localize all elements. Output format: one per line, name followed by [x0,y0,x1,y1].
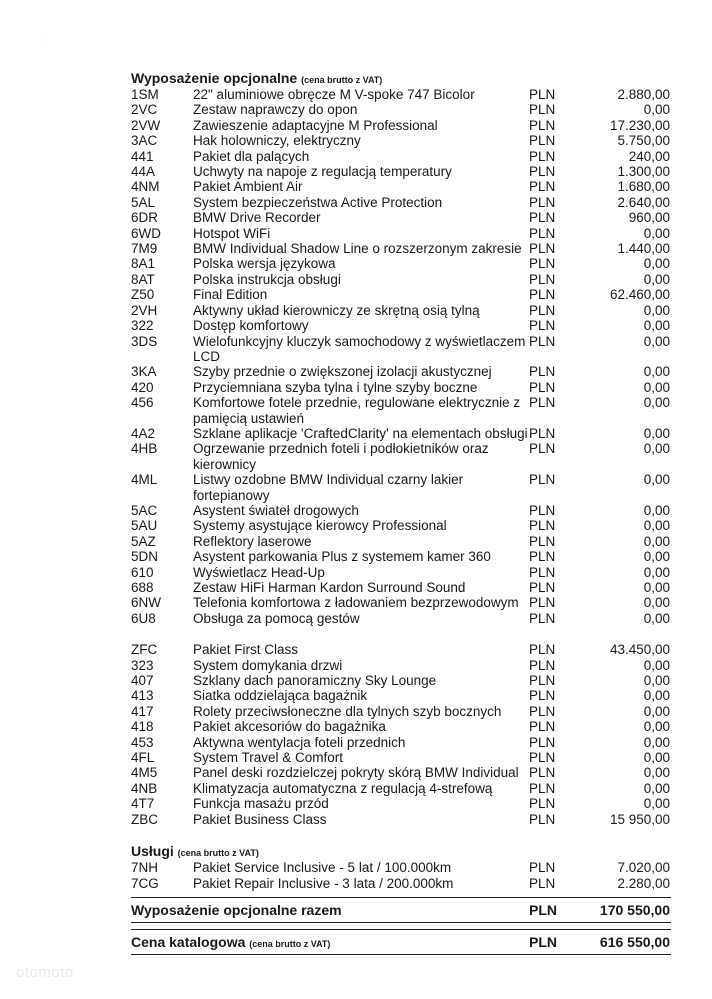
catalog-price-label: Cena katalogowa (cena brutto z VAT) [131,933,331,950]
item-currency: PLN [529,133,556,149]
item-code: 5AU [131,518,158,534]
item-currency: PLN [529,533,556,549]
item-code: 456 [131,395,154,411]
item-description: System domykania drzwi [193,657,343,673]
optional-section-title: Wyposażenie opcjonalne (cena brutto z VAT) [131,70,383,86]
item-price: 0,00 [643,256,670,272]
item-description: System bezpieczeństwa Active Protection [193,194,443,210]
list-item [131,303,671,318]
item-description: Pakiet Ambient Air [193,179,303,195]
item-code: 4NB [131,780,158,796]
item-code: 6U8 [131,610,156,626]
item-price: 960,00 [628,210,670,226]
item-code: 6DR [131,210,159,226]
item-currency: PLN [529,502,556,518]
item-description: Siatka oddzielająca bagażnik [193,688,368,704]
list-item [131,658,671,673]
item-price: 0,00 [643,734,670,750]
item-description: Szyby przednie o zwiększonej izolacji akustycznej [193,364,492,380]
item-description: Rolety przeciwsłoneczne dla tylnych szyb bocznych [193,703,502,719]
item-price: 0,00 [643,318,670,334]
item-price: 15 950,00 [609,811,670,827]
item-price: 0,00 [643,379,670,395]
item-currency: PLN [529,395,556,411]
list-item [131,565,671,580]
item-currency: PLN [529,811,556,827]
item-price: 1.680,00 [617,179,670,195]
list-item [131,860,671,875]
item-price: 0,00 [643,765,670,781]
item-code: 6WD [131,225,161,241]
item-currency: PLN [529,595,556,611]
item-code: 2VC [131,102,158,118]
item-code: 418 [131,719,154,735]
list-item [131,765,671,780]
item-code: 7NH [131,860,159,876]
item-code: 4FL [131,750,155,766]
item-price: 0,00 [643,750,670,766]
services-section-title: Usługi (cena brutto z VAT) [131,843,259,860]
services-section-note: (cena brutto z VAT) [177,848,259,859]
item-description: Reflektory laserowe [193,533,312,549]
list-item [131,812,671,827]
list-item [131,441,671,472]
package-items-list [131,642,671,827]
item-price: 0,00 [643,549,670,565]
item-code: 4T7 [131,796,155,812]
item-currency: PLN [529,657,556,673]
item-price: 0,00 [643,657,670,673]
item-description: Pakiet Business Class [193,811,327,827]
item-currency: PLN [529,703,556,719]
item-currency: PLN [529,441,556,457]
item-code: 8AT [131,271,155,287]
item-currency: PLN [529,549,556,565]
item-currency: PLN [529,333,556,349]
item-price: 240,00 [628,148,670,164]
item-description: Asystent świateł drogowych [193,502,359,518]
item-currency: PLN [529,179,556,195]
optional-items-list [131,87,671,626]
item-currency: PLN [529,734,556,750]
item-currency: PLN [529,241,556,257]
list-item [131,611,671,626]
item-code: 6NW [131,595,161,611]
list-item [131,781,671,796]
price-list [131,70,671,955]
item-currency: PLN [529,610,556,626]
item-price: 0,00 [643,364,670,380]
item-description: Final Edition [193,287,268,303]
item-code: 3AC [131,133,158,149]
item-price: 5.750,00 [617,133,670,149]
item-currency: PLN [529,472,556,488]
item-description: BMW Individual Shadow Line o rozszerzonym zakresie [193,241,522,257]
item-currency: PLN [529,719,556,735]
item-currency: PLN [529,364,556,380]
item-price: 0,00 [643,225,670,241]
list-item [131,226,671,241]
item-code: 4HB [131,441,158,457]
item-currency: PLN [529,564,556,580]
catalog-price-currency: PLN [529,933,557,950]
item-description: Zawieszenie adaptacyjne M Professional [193,117,438,133]
item-description: Szklane aplikacje 'CraftedClarity' na elementach obsługi [193,425,528,441]
item-code: 3DS [131,333,158,349]
list-item [131,472,671,503]
item-currency: PLN [529,673,556,689]
item-price: 0,00 [643,780,670,796]
item-description: Pakiet dla palących [193,148,310,164]
item-price: 0,00 [643,333,670,349]
optional-total-row [131,898,671,923]
item-price: 0,00 [643,302,670,318]
item-price: 0,00 [643,564,670,580]
item-price: 0,00 [643,102,670,118]
list-item [131,87,671,102]
item-code: 610 [131,564,154,580]
item-price: 43.450,00 [609,642,670,658]
spacer [131,827,671,843]
item-description: Funkcja masażu przód [193,796,329,812]
list-item [131,534,671,549]
list-item [131,595,671,610]
item-code: 8A1 [131,256,156,272]
item-price: 2.640,00 [617,194,670,210]
item-price: 2.880,00 [617,87,670,102]
list-item [131,179,671,194]
item-price: 7.020,00 [617,860,670,876]
item-description: Pakiet Repair Inclusive - 3 lata / 200.000km [193,875,454,891]
list-item [131,719,671,734]
item-price: 62.460,00 [609,287,670,303]
list-item [131,642,671,657]
item-price: 17.230,00 [609,117,670,133]
item-currency: PLN [529,688,556,704]
list-item [131,580,671,595]
item-currency: PLN [529,765,556,781]
item-code: 44A [131,164,156,180]
item-code: 453 [131,734,154,750]
item-description: Pakiet Service Inclusive - 5 lat / 100.000km [193,860,452,876]
item-code: Z50 [131,287,155,303]
item-price: 0,00 [643,595,670,611]
item-currency: PLN [529,518,556,534]
optional-total-label: Wyposażenie opcjonalne razem [131,901,342,918]
item-description: System Travel & Comfort [193,750,344,766]
item-code: 1SM [131,87,159,102]
item-price: 0,00 [643,441,670,457]
list-item [131,102,671,117]
list-item [131,426,671,441]
item-code: 4NM [131,179,160,195]
item-description: Panel deski rozdzielczej pokryty skórą BMW Individual [193,765,519,781]
item-price: 0,00 [643,425,670,441]
list-item [131,210,671,225]
list-item [131,380,671,395]
item-code: 322 [131,318,154,334]
list-item [131,876,671,891]
item-currency: PLN [529,580,556,595]
item-currency: PLN [529,117,556,133]
item-code: 688 [131,580,154,595]
item-price: 0,00 [643,271,670,287]
item-description: Pakiet akcesoriów do bagażnika [193,719,386,735]
optional-section-note: (cena brutto z VAT) [301,75,383,85]
list-item [131,118,671,133]
item-description: Asystent parkowania Plus z systemem kamer 360 [193,549,491,565]
catalog-price-row [131,929,671,955]
optional-total-currency: PLN [529,901,557,918]
item-description: Przyciemniana szyba tylna i tylne szyby boczne [193,379,478,395]
item-code: 7CG [131,875,159,891]
list-item [131,395,671,426]
item-price: 0,00 [643,580,670,595]
item-code: 7M9 [131,241,158,257]
item-description: Polska instrukcja obsługi [193,271,341,287]
item-description: Obsługa za pomocą gestów [193,610,360,626]
item-description: Telefonia komfortowa z ładowaniem bezprzewodowym [193,595,519,611]
list-item [131,164,671,179]
list-item [131,673,671,688]
item-description: Wielofunkcyjny kluczyk samochodowy z wyświetlaczem LCD [193,333,526,364]
item-description: Zestaw naprawczy do opon [193,102,358,118]
item-currency: PLN [529,318,556,334]
optional-total-value: 170 550,00 [599,901,670,918]
item-price: 0,00 [643,688,670,704]
item-price: 0,00 [643,703,670,719]
list-item [131,318,671,333]
list-item [131,704,671,719]
item-price: 0,00 [643,673,670,689]
item-description: Szklany dach panoramiczny Sky Lounge [193,673,437,689]
item-currency: PLN [529,796,556,812]
catalog-price-value: 616 550,00 [599,933,670,950]
item-description: Systemy asystujące kierowcy Professional [193,518,447,534]
item-code: 3KA [131,364,157,380]
item-code: 441 [131,148,154,164]
list-item [131,503,671,518]
item-price: 0,00 [643,518,670,534]
item-currency: PLN [529,210,556,226]
item-price: 0,00 [643,395,670,411]
item-description: 22" aluminiowe obręcze M V-spoke 747 Bicolor [193,87,475,102]
list-item [131,334,671,365]
item-description: Polska wersja językowa [193,256,336,272]
item-currency: PLN [529,379,556,395]
item-code: 2VW [131,117,161,133]
item-description: Hak holowniczy, elektryczny [193,133,361,149]
item-code: 407 [131,673,154,689]
item-code: 417 [131,703,154,719]
item-currency: PLN [529,225,556,241]
item-currency: PLN [529,425,556,441]
item-code: 420 [131,379,154,395]
item-description: Uchwyty na napoje z regulacją temperatury [193,164,452,180]
item-price: 2.280,00 [617,875,670,891]
item-code: 4ML [131,472,158,488]
item-description: Aktywny układ kierowniczy ze skrętną osią tylną [193,302,480,318]
list-item [131,796,671,811]
item-price: 1.440,00 [617,241,670,257]
item-description: Listwy ozdobne BMW Individual czarny lakier fortepianowy [193,472,464,503]
item-currency: PLN [529,194,556,210]
item-description: Hotspot WiFi [193,225,271,241]
item-currency: PLN [529,148,556,164]
list-item [131,549,671,564]
item-code: 5DN [131,549,159,565]
item-currency: PLN [529,256,556,272]
item-price: 0,00 [643,610,670,626]
item-price: 0,00 [643,502,670,518]
item-currency: PLN [529,642,556,658]
item-code: 4A2 [131,425,156,441]
item-description: Aktywna wentylacja foteli przednich [193,734,406,750]
item-currency: PLN [529,102,556,118]
item-description: BMW Drive Recorder [193,210,321,226]
item-currency: PLN [529,302,556,318]
item-price: 1.300,00 [617,164,670,180]
list-item [131,272,671,287]
item-description: Ogrzewanie przednich foteli i podłokietników oraz kierownicy [193,441,489,472]
list-item [131,750,671,765]
item-code: ZBC [131,811,158,827]
list-item [131,287,671,302]
item-price: 0,00 [643,533,670,549]
item-description: Dostęp komfortowy [193,318,309,334]
item-currency: PLN [529,287,556,303]
spacer [131,626,671,642]
item-currency: PLN [529,164,556,180]
item-description: Wyświetlacz Head-Up [193,564,325,580]
item-currency: PLN [529,875,556,891]
item-currency: PLN [529,271,556,287]
item-currency: PLN [529,87,556,102]
item-code: 5AC [131,502,158,518]
item-currency: PLN [529,780,556,796]
item-description: Zestaw HiFi Harman Kardon Surround Sound [193,580,466,595]
list-item [131,241,671,256]
list-item [131,149,671,164]
list-item [131,518,671,533]
watermark-logo: otomoto [16,964,74,981]
item-code: 5AL [131,194,156,210]
list-item [131,195,671,210]
item-description: Pakiet First Class [193,642,299,658]
list-item [131,735,671,750]
item-code: ZFC [131,642,158,658]
item-code: 323 [131,657,154,673]
services-items-list [131,860,671,891]
item-code: 413 [131,688,154,704]
list-item [131,688,671,703]
item-description: Klimatyzacja automatyczna z regulacją 4-strefową [193,780,493,796]
item-currency: PLN [529,750,556,766]
list-item [131,364,671,379]
item-description: Komfortowe fotele przednie, regulowane elektrycznie z pamięcią ustawień [193,395,521,426]
item-price: 0,00 [643,719,670,735]
scan-mark: ˇ [46,38,49,48]
item-code: 4M5 [131,765,158,781]
item-price: 0,00 [643,796,670,812]
item-currency: PLN [529,860,556,876]
item-price: 0,00 [643,472,670,488]
item-code: 2VH [131,302,158,318]
list-item [131,256,671,271]
item-code: 5AZ [131,533,156,549]
list-item [131,133,671,148]
